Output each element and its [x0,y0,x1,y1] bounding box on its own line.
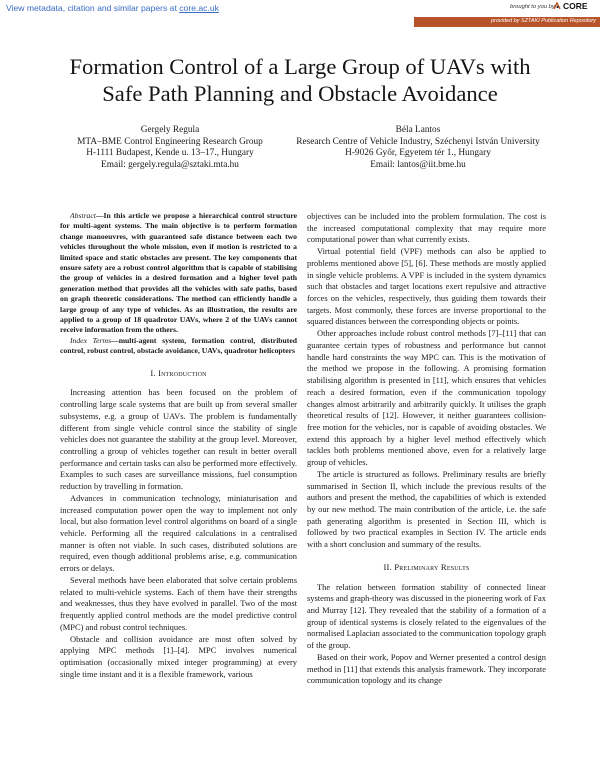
section-heading-introduction: I. Introduction [150,367,207,378]
left-column [60,211,297,680]
right-column [307,211,546,687]
provided-by-text[interactable]: provided by SZTAKI Publication Repository [490,18,596,24]
paragraph: Several methods have been elaborated that solve certain problems related to multi-vehicle systems. Each of them have their strengths and weaknesses, thus they have evolved in parallel. Two of the most frequently applied control methods are the model predictive control (MPC) and robust control techniques. [60,574,297,632]
paper-title [40,53,560,107]
brought-by-text: brought to you by [510,4,555,10]
author-name: Béla Lantos [395,125,441,135]
paragraph: objectives can be included into the problem formulation. The cost is the increased computational complexity that may require more computational power than what currently exists. [307,211,546,245]
abstract [60,211,297,336]
author-address: H-9026 Győr, Egyetem tér 1., Hungary [345,148,491,159]
index-terms-text: —multi-agent system, formation control, distributed control, robust control, obstacle avoidance, UAVs, quadrotor helicopters [60,335,297,356]
paragraph: Based on their work, Popov and Werner presented a control design method in [11] that extends this analysis framework. They incorporate communication topology and its change [307,651,546,686]
paragraph: The article is structured as follows. Preliminary results are briefly summarised in Section II, which include the previous results of the authors and present the method, the capabilities of which is extended by our new method. The main contribution of the article, i.e. the safe path generating algorithm is presented in Section III, which is followed by two practical examples in Section IV. The article ends with a short conclusion and summary of the results. [307,468,546,550]
core-logo-icon [553,1,562,10]
view-metadata-link[interactable] [6,3,219,13]
core-logo[interactable] [553,1,588,11]
index-terms-label: Index Terms [70,335,112,345]
abstract-label: Abstract [70,211,96,220]
core-banner [0,0,600,30]
paragraph: The relation between formation stability of connected linear systems and graph-theory was discussed in the pioneering work of Fax and Murray [12]. They revealed that the stability of a formation of a group of identical systems is closely related to the eigenvalues of the normalised Laplacian associated to the communication topology graph of the group. [307,581,547,651]
author-email: Email: gergely.regula@sztaki.mta.hu [101,160,239,171]
author-name: Gergely Regula [140,125,200,135]
title-line-2: Safe Path Planning and Obstacle Avoidance [102,81,498,106]
view-metadata-text: View metadata, citation and similar papers at [6,3,177,13]
author-block-2 [266,125,570,172]
author-affiliation: Research Centre of Vehicle Industry, Széchenyi István University [296,136,540,147]
paragraph: Increasing attention has been focused on the problem of controlling large scale systems that are built up from several smaller subsystems, e.g. a group of UAVs. The problem is fundamentally different from single vehicle control since the stability of single vehicles does not guarantee the stability at the group level. Moreover, controlling a group of vehicles together can result in better overall performance and certain tasks can also be performed more effectively. Examples to such cases are surveillance missions, fuel consumption reduction by travelling in formation. [60,387,297,492]
author-affiliation: MTA–BME Control Engineering Research Group [77,136,263,147]
section-heading-preliminary-results: II. Preliminary Results [383,561,470,572]
index-terms [60,336,297,357]
title-line-1: Formation Control of a Large Group of UAVs with [69,54,531,79]
paragraph: Advances in communication technology, miniaturisation and increased computation power open the way to implement not only local, but also formation level control algorithms on board of a single vehicle. Performing all the required calculations in a centralised manner is often not viable. In such cases, distributed solutions are required, even though additional problems arise, e.g. communication errors or delays. [60,492,297,574]
author-address: H-1111 Budapest, Kende u. 13–17., Hungary [86,148,254,159]
author-block-1 [46,125,294,172]
paragraph: Obstacle and collision avoidance are most often solved by applying MPC methods [1]–[4]. MPC involves numerical optimisation (occasionally mixed integer programming) at every single time instant and it is a flexible framework, various [60,633,297,679]
paragraph: Virtual potential field (VPF) methods can also be applied to problems mentioned above [5], [6]. These methods are mostly applied in single vehicle problems. A VPF is included in the system dynamics such that obstacles and target locations exert repulsive and attractive forces on the vehicles, respectively, thus guiding them towards their targets. Most commonly, these forces are inverse proportional to the squared distances between the corresponding objects or points. [307,246,546,327]
paragraph: Other approaches include robust control methods [7]–[11] that can guarantee certain types of robustness and performance but cannot handle hard constraints the way MPC can. This is the motivation of the method we propose in the following. A promising formation stabilising algorithm is presented in [11], which ensures that vehicles reach a desired formation, even if the communication topology changes almost arbitrarily and arbitrarily quickly. It utilises the graph theoretical results of [12]. However, it neither guarantees collision-free motion for the vehicles, nor is capable of avoiding obstacles. We extend this approach by a higher level method effectively which tackles both problems mentioned above, even for a relatively large group of vehicles. [307,328,546,468]
author-email: Email: lantos@iit.bme.hu [370,160,466,171]
abstract-text: —In this article we propose a hierarchical control structure for multi-agent systems. The main objective is to perform formation change manoeuvres, with guaranteed safe distance between each two vehicles throughout the whole mission, even if motion is restricted to a limited space and static obstacles are present. The key components that ensure safety are a robust control algorithm that is capable of stabilising the group of vehicles in a desired formation and a higher level path generation method that provides all the vehicles with safe paths, based on graph theoretic considerations. The method can efficiently handle a large group of any type of vehicles. As an illustration, the results are applied to a group of 18 quadrotor UAVs, where 2 of the UAVs cannot receive information from the others. [60,211,297,335]
core-logo-text: CORE [563,1,588,11]
core-site-link[interactable]: core.ac.uk [179,3,219,13]
